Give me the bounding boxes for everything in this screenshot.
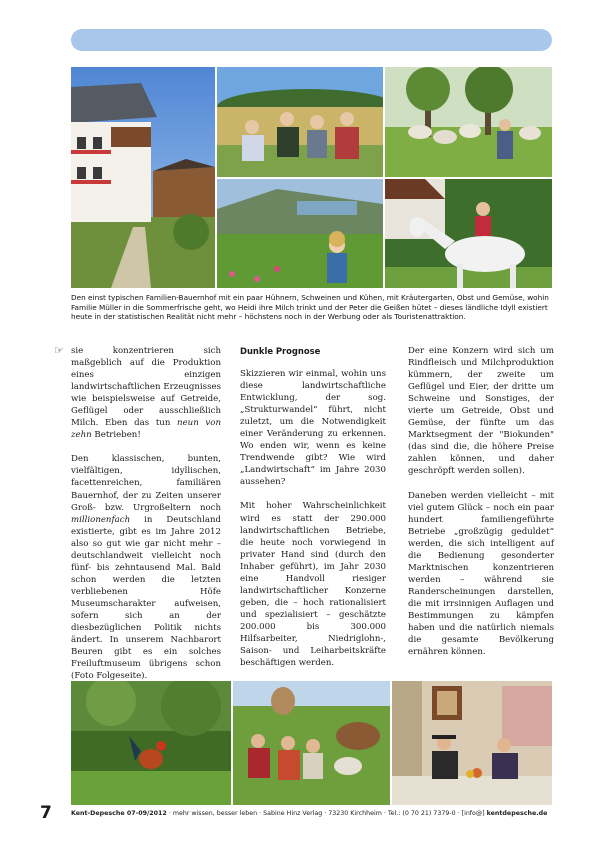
website-link[interactable]: kentdepesche.de <box>486 810 548 817</box>
magazine-title: Kent-Depesche 07-09/2012 <box>71 810 167 817</box>
paragraph: Mit hoher Wahrscheinlichkeit wird es statt der 290.000 landwirtschaftlichen Betriebe, die heute noch vorwiegend in privater Hand sind (durch den Inhaber geführt), im Jahr 2030 eine Handvoll riesiger landwirtschaftlicher Konzerne geben, die – hoch rationalisiert und spezialisiert – geschätzte 200.000 bis 300.000 Hilfsarbeiter, Niedriglohn-, Saison- und Leiharbeitskräfte beschäftigen werden. <box>240 501 386 669</box>
paragraph: Der eine Konzern wird sich um Rindfleisch und Milchproduktion kümmern, der zweite um Geflügel und Eier, der dritte um Schweine und Sonstiges, der vierte um Getreide, Obst und Gemüse, der fünfte um das Marktsegment der "Biokunden" (das sind die, die höhere Preise zahlen können, und daher geschröpft werden sollen). <box>408 346 554 477</box>
text-column-3 <box>408 345 554 670</box>
sheep-shepherdess-photo <box>385 67 552 177</box>
elderly-couple-photo <box>392 681 552 805</box>
girl-horse-photo <box>385 179 552 288</box>
text-column-2 <box>240 345 386 681</box>
farmhouse-photo <box>71 67 215 288</box>
text-column-1 <box>71 345 221 694</box>
publisher-info: · mehr wissen, besser leben · Sabine Hinz Verlag · 73230 Kirchheim · Tel.: (0 70 21) 7379-0 · [info@] <box>166 810 487 817</box>
paragraph: Skizzieren wir einmal, wohin uns diese landwirtschaftliche Entwicklung, der sog. „Strukturwandel“ führt, nicht zuletzt, um die Notwendigkeit einer Veränderung zu erkennen. Wo enden wir, wenn es keine Trendwende gibt? Wie wird „Landwirtschaft“ im Jahre 2030 aussehen? <box>240 369 386 488</box>
family-meadow-photo <box>217 67 383 177</box>
girl-flowers-photo <box>217 179 383 288</box>
footer-line <box>71 810 555 817</box>
section-heading: Dunkle Prognose <box>240 346 321 356</box>
paragraph: Den klassischen, bunten, vielfältigen, idyllischen, facettenreichen, familiären Bauernhof, der zu Zeiten unserer Groß- bzw. Urgroßeltern noch millionenfach in Deutschland existierte, gibt es im Jahre 2012 also so gut wie gar nicht mehr – deutschlandweit vielleicht noch fünf- bis zehntausend Mal. Bald schon werden die letzten verbliebenen Höfe Museumscharakter aufweisen, sofern sich an der diesbezüglichen Politik nichts ändert. In unserem Nachbarort Beuren gibt es ein solches Freiluftmuseum übrigens schon (Foto Folgeseite). <box>71 454 221 682</box>
rooster-orchard-photo <box>71 681 231 805</box>
photo-caption: Den einst typischen Familien-Bauernhof mit ein paar Hühnern, Schweinen und Kühen, mit Kräutergarten, Obst und Gemüse, wohin Familie Müller in die Sommerfrische geht, wo Heidi ihre Milch trinkt und der Peter die Geißen hütet – dieses ländliche Idyll existiert heute in der statistischen Realität nicht mehr – höchstens noch in der Werbung oder als Touristenattraktion. <box>71 293 549 322</box>
page-number: 7 <box>40 803 52 823</box>
paragraph: sie konzentrieren sich maßgeblich auf die Produktion eines einzigen landwirtschaftlichen Erzeugnisses wie beispielsweise auf Getreide, Geflügel oder ausschließlich Milch. Eben das tun neun von zehn Betrieben! <box>71 346 221 441</box>
women-goats-photo <box>233 681 390 805</box>
pointing-hand-icon: ☞ <box>54 344 64 357</box>
header-banner <box>71 29 552 51</box>
paragraph: Daneben werden vielleicht – mit viel gutem Glück – noch ein paar hundert familiengeführte Betriebe „großzügig geduldet“ werden, die sich intelligent auf die Bedienung gesonderter Marktnischen konzentrieren werden – während sie Randerscheinungen darstellen, die mit irrsinnigen Auflagen und Bestimmungen zu kämpfen haben und die natürlich niemals die gesamte Bevölkerung ernähren können. <box>408 490 554 658</box>
